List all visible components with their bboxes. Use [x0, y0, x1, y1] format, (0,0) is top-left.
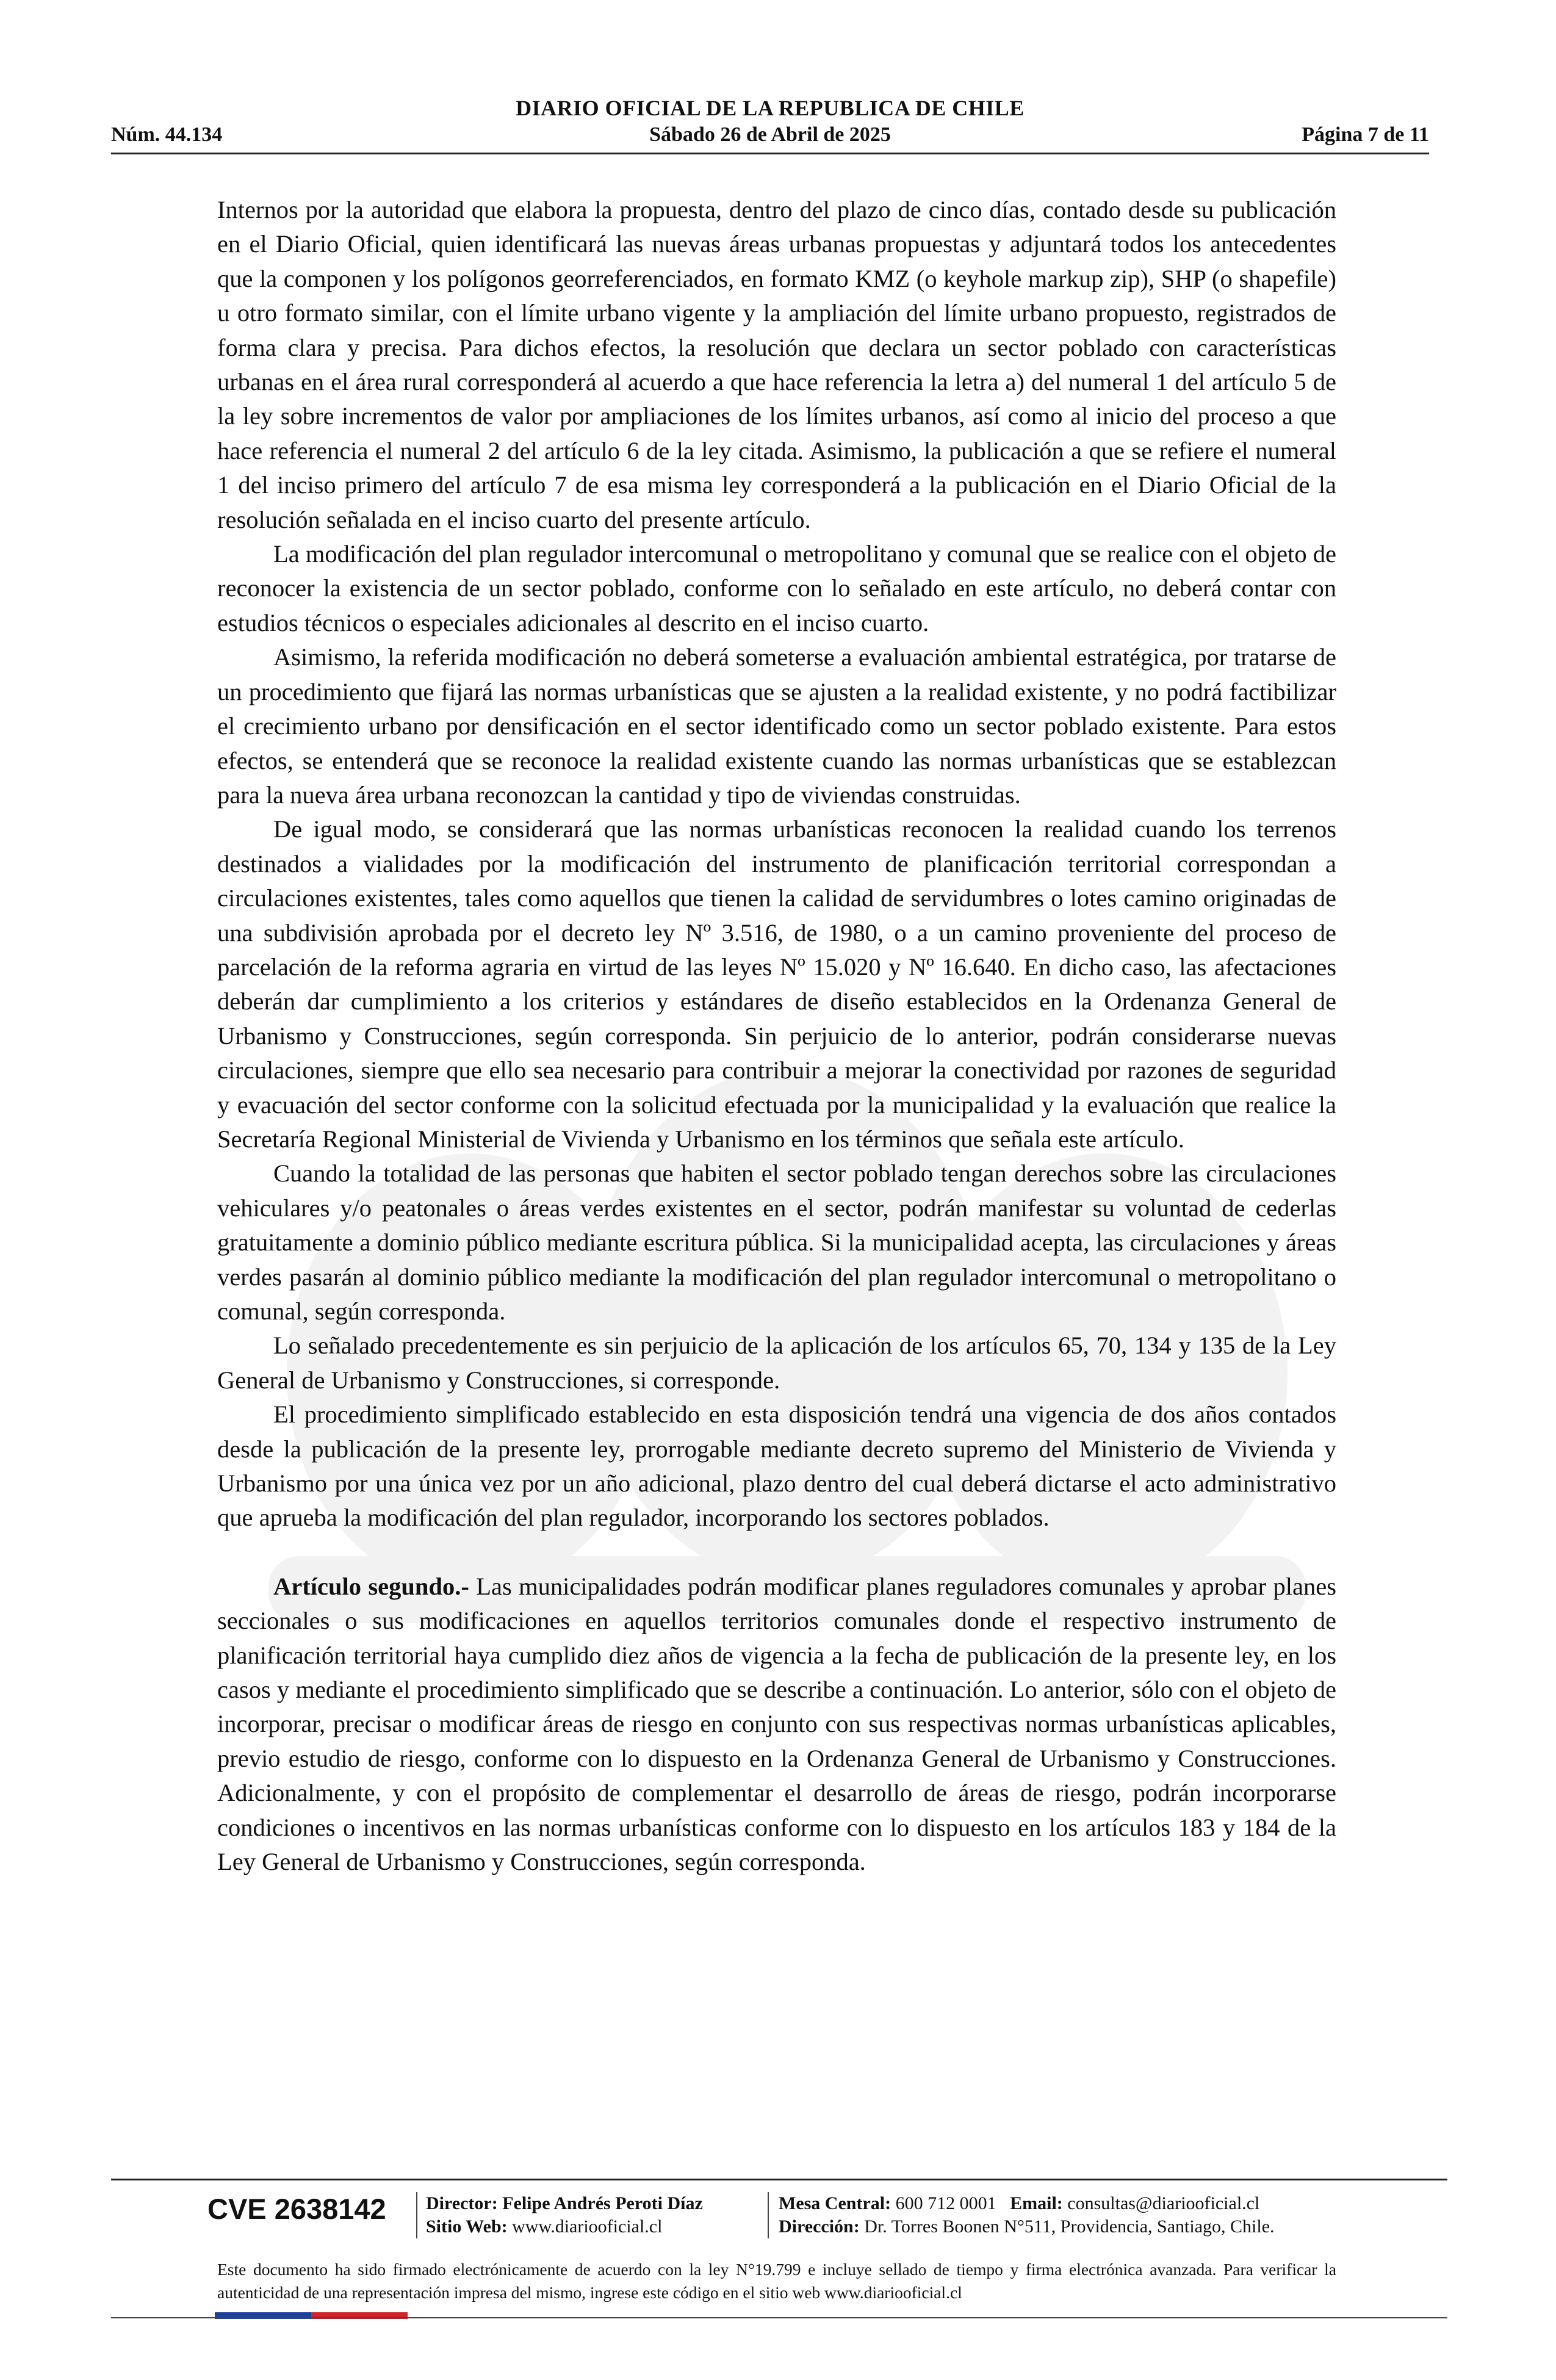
page-indicator: Página 7 de 11 — [1302, 123, 1429, 146]
website-link[interactable]: www.diariooficial.cl — [512, 2216, 663, 2237]
paragraph: Cuando la totalidad de las personas que habiten el sector poblado tengan derechos sobre las circulaciones vehiculares y/o peatonales o áreas verdes existentes en el sector, podrán manifestar su voluntad de cederlas gratuitamente a dominio público mediante escritura pública. Si la municipalidad acepta, las circulaciones y áreas verdes pasarán al dominio público mediante la modificación del plan regulador intercomunal o metropolitano o comunal, según corresponda. — [217, 1159, 1336, 1325]
header-divider — [111, 153, 1429, 154]
footer-contact-block: Mesa Central: 600 712 0001 Email: consultas@diariooficial.cl Dirección: Dr. Torres Boonen N°511, Providencia, Santiago, Chile. — [779, 2193, 1275, 2237]
director-name: Felipe Andrés Peroti Díaz — [502, 2193, 703, 2213]
article-heading: Artículo segundo.- — [273, 1572, 469, 1600]
footer-divider — [111, 2179, 1447, 2180]
signature-note: Este documento ha sido firmado electrónicamente de acuerdo con la ley N°19.799 e incluye sellado de tiempo y firma electrónica avanzada. Para verificar la autenticidad de una representación impresa del mismo, ingrese este código en el sitio web www.diariooficial.cl — [217, 2260, 1336, 2302]
page-header — [111, 92, 1429, 159]
issue-number: Núm. 44.134 — [111, 123, 223, 146]
footer-director-block: Director: Felipe Andrés Peroti Díaz Sitio Web: www.diariooficial.cl — [426, 2193, 703, 2237]
address: Dr. Torres Boonen N°511, Providencia, Santiago, Chile. — [864, 2216, 1275, 2237]
article-second — [217, 1570, 1336, 1880]
footer-separator — [416, 2192, 417, 2238]
paragraph: Internos por la autoridad que elabora la propuesta, dentro del plazo de cinco días, contado desde su publicación en el Diario Oficial, quien identificará las nuevas áreas urbanas propuestas y adjuntará todos los antecedentes que la componen y los polígonos georreferenciados, en formato KMZ (o keyhole markup zip), SHP (o shapefile) u otro formato similar, con el límite urbano vigente y la ampliación del límite urbano propuesto, registrados de forma clara y precisa. Para dichos efectos, la resolución que declara un sector poblado con características urbanas en el área rural corresponderá al acuerdo a que hace referencia la letra a) del numeral 1 del artículo 5 de la ley sobre incrementos de valor por ampliaciones de los límites urbanos, así como al inicio del proceso a que hace referencia el numeral 2 del artículo 6 de la ley citada. Asimismo, la publicación a que se refiere el numeral 1 del inciso primero del artículo 7 de esa misma ley corresponderá a la publicación en el Diario Oficial de la resolución señalada en el inciso cuarto del presente artículo. — [217, 196, 1336, 533]
paragraph: De igual modo, se considerará que las normas urbanísticas reconocen la realidad cuando los terrenos destinados a vialidades por la modificación del instrumento de planificación territorial correspondan a circulaciones existentes, tales como aquellos que tienen la calidad de servidumbres o lotes camino originadas de una subdivisión aprobada por el decreto ley Nº 3.516, de 1980, o a un camino proveniente del proceso de parcelación de la reforma agraria en virtud de las leyes Nº 15.020 y Nº 16.640. En dicho caso, las afectaciones deberán dar cumplimiento a los criterios y estándares de diseño establecidos en la Ordenanza General de Urbanismo y Construcciones, según corresponda. Sin perjuicio de lo anterior, podrán considerarse nuevas circulaciones, siempre que ello sea necesario para contribuir a mejorar la conectividad por razones de seguridad y evacuación del sector conforme con la solicitud efectuada por la municipalidad y la evaluación que realice la Secretaría Regional Ministerial de Vivienda y Urbanismo en los términos que señala este artículo. — [217, 815, 1336, 1153]
email-link[interactable]: consultas@diariooficial.cl — [1067, 2193, 1260, 2213]
paragraph: La modificación del plan regulador intercomunal o metropolitano y comunal que se realice con el objeto de reconocer la existencia de un sector poblado, conforme con lo señalado en este artículo, no deberá contar con estudios técnicos o especiales adicionales al descrito en el inciso cuarto. — [217, 540, 1336, 636]
footer-separator — [768, 2192, 769, 2238]
article-text: Las municipalidades podrán modificar planes reguladores comunales y aprobar planes seccionales o sus modificaciones en aquellos territorios comunales donde el respectivo instrumento de planificación territorial haya cumplido diez años de vigencia a la fecha de publicación de la presente ley, en los casos y mediante el procedimiento simplificado que se describe a continuación. Lo anterior, sólo con el objeto de incorporar, precisar o modificar áreas de riesgo en conjunto con sus respectivas normas urbanísticas aplicables, previo estudio de riesgo, conforme con lo dispuesto en la Ordenanza General de Urbanismo y Construcciones. Adicionalmente, y con el propósito de complementar el desarrollo de áreas de riesgo, podrán incorporarse condiciones o incentivos en las normas urbanísticas conforme con lo dispuesto en los artículos 183 y 184 de la Ley General de Urbanismo y Construcciones, según corresponda. — [217, 1572, 1336, 1876]
cve-code: CVE 2638142 — [207, 2193, 386, 2225]
phone-number: 600 712 0001 — [895, 2193, 996, 2213]
paragraph: Asimismo, la referida modificación no deberá someterse a evaluación ambiental estratégica, por tratarse de un procedimiento que fijará las normas urbanísticas que se ajusten a la realidad existente, y no podrá factibilizar el crecimiento urbano por densificación en el sector identificado como un sector poblado existente. Para estos efectos, se entenderá que se reconoce la realidad existente cuando las normas urbanísticas que se establezcan para la nueva área urbana reconozcan la cantidad y tipo de viviendas construidas. — [217, 643, 1336, 809]
paragraph: Lo señalado precedentemente es sin perjuicio de la aplicación de los artículos 65, 70, 134 y 135 de la Ley General de Urbanismo y Construcciones, si corresponde. — [217, 1332, 1336, 1394]
bottom-divider — [111, 2317, 1447, 2318]
issue-date: Sábado 26 de Abril de 2025 — [649, 123, 891, 146]
newspaper-title: DIARIO OFICIAL DE LA REPUBLICA DE CHILE — [516, 96, 1025, 120]
document-body — [217, 193, 1336, 1880]
paragraph: El procedimiento simplificado establecido en esta disposición tendrá una vigencia de dos años contados desde la publicación de la presente ley, prorrogable mediante decreto supremo del Ministerio de Vivienda y Urbanismo por una única vez por un año adicional, plazo dentro del cual deberá dictarse el acto administrativo que aprueba la modificación del plan regulador, incorporando los sectores poblados. — [217, 1401, 1336, 1532]
